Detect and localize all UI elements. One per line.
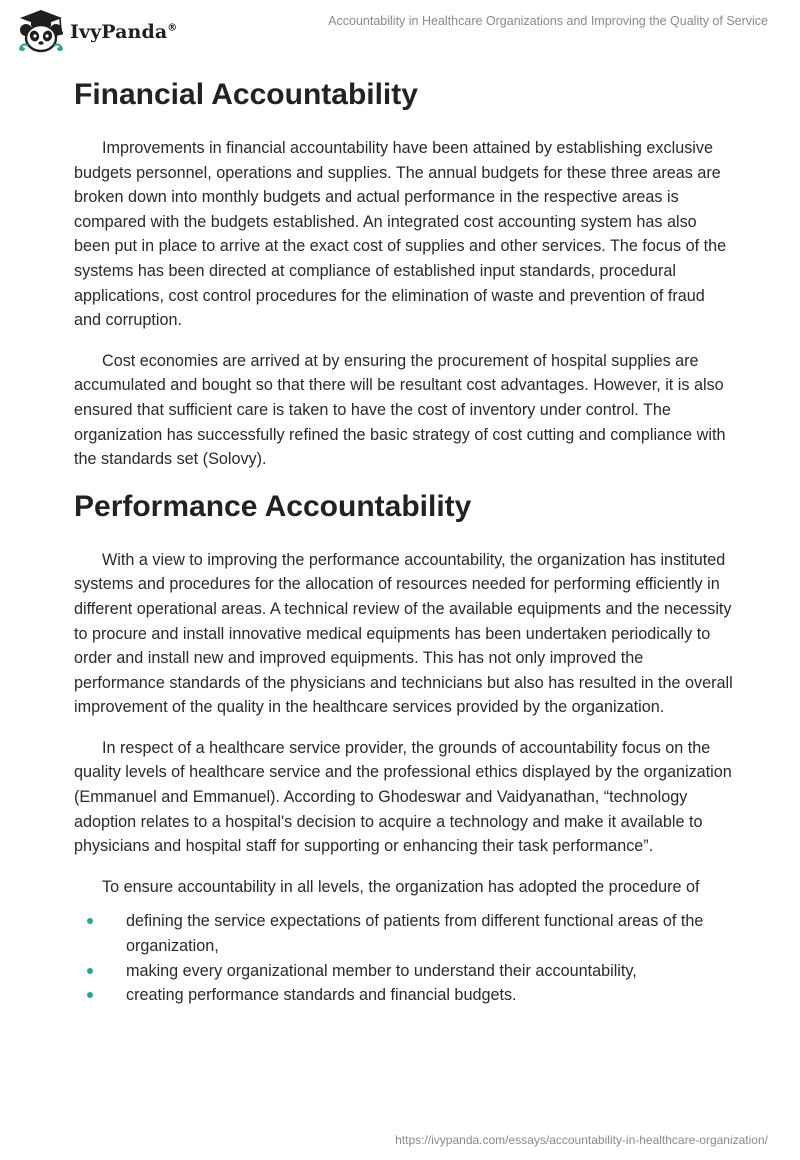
registered-mark: ®	[167, 22, 178, 34]
paragraph: Cost economies are arrived at by ensuring the procurement of hospital supplies are accumulated and bought so that there will be resultant cost advantages. However, it is also ensured that sufficient care is taken to have the cost of inventory under control. The organization has successfully refined the basic strategy of cost cutting and compliance with the standards set (Solovy).	[74, 351, 726, 469]
list-item-text: defining the service expectations of patients from different functional areas of the organization,	[126, 912, 704, 956]
logo-wordmark	[70, 21, 177, 43]
paragraph: With a view to improving the performance accountability, the organization has instituted systems and procedures for the allocation of resources needed for performing efficiently in different operational areas. A technical review of the available equipments and the necessity to procure and install innovative medical equipments has been undertaken periodically to order and install new and improved equipments. This has not only improved the performance standards of the physicians and technicians but also has resulted in the overall improvement of the quality in the healthcare services provided by the organization.	[74, 550, 733, 717]
bullet-dot-icon	[87, 968, 93, 974]
logo-wordmark-text: IvyPanda	[70, 21, 168, 43]
list-item-text: creating performance standards and financial budgets.	[126, 986, 517, 1005]
list-item-text: making every organizational member to understand their accountability,	[126, 961, 637, 980]
panda-graduate-icon	[14, 8, 68, 54]
essay-content	[74, 70, 734, 1008]
bullet-list	[74, 909, 734, 1007]
paragraph: In respect of a healthcare service provider, the grounds of accountability focus on the quality levels of healthcare service and the professional ethics displayed by the organization (Emmanuel and Emmanuel). According to Ghodeswar and Vaidyanathan, “technology adoption relates to a hospital's decision to acquire a technology and make it available to physicians and hospital staff for supporting or enhancing their task performance”.	[74, 738, 732, 856]
list-item	[74, 983, 734, 1008]
paragraph: To ensure accountability in all levels, the organization has adopted the procedure of	[102, 877, 700, 896]
list-item	[74, 959, 734, 984]
section-heading-performance: Performance Accountability	[74, 489, 472, 523]
list-item	[74, 909, 734, 958]
source-url-link[interactable]: https://ivypanda.com/essays/accountability-in-healthcare-organization/	[395, 1133, 768, 1147]
ivypanda-logo[interactable]	[14, 8, 177, 54]
section-heading-financial: Financial Accountability	[74, 78, 418, 111]
paragraph: Improvements in financial accountability have been attained by establishing exclusive budgets personnel, operations and supplies. The annual budgets for these three areas are broken down into monthly budgets and actual performance in the respective areas is compared with the budgets established. An integrated cost accounting system has also been put in place to arrive at the exact cost of supplies and other services. The focus of the systems has been directed at compliance of established input standards, procedural applications, cost control procedures for the elimination of waste and prevention of fraud and corruption.	[74, 139, 727, 330]
running-title: Accountability in Healthcare Organizations and Improving the Quality of Service	[328, 14, 768, 28]
bullet-dot-icon	[87, 918, 93, 924]
page-header	[0, 0, 800, 60]
bullet-dot-icon	[87, 992, 93, 998]
